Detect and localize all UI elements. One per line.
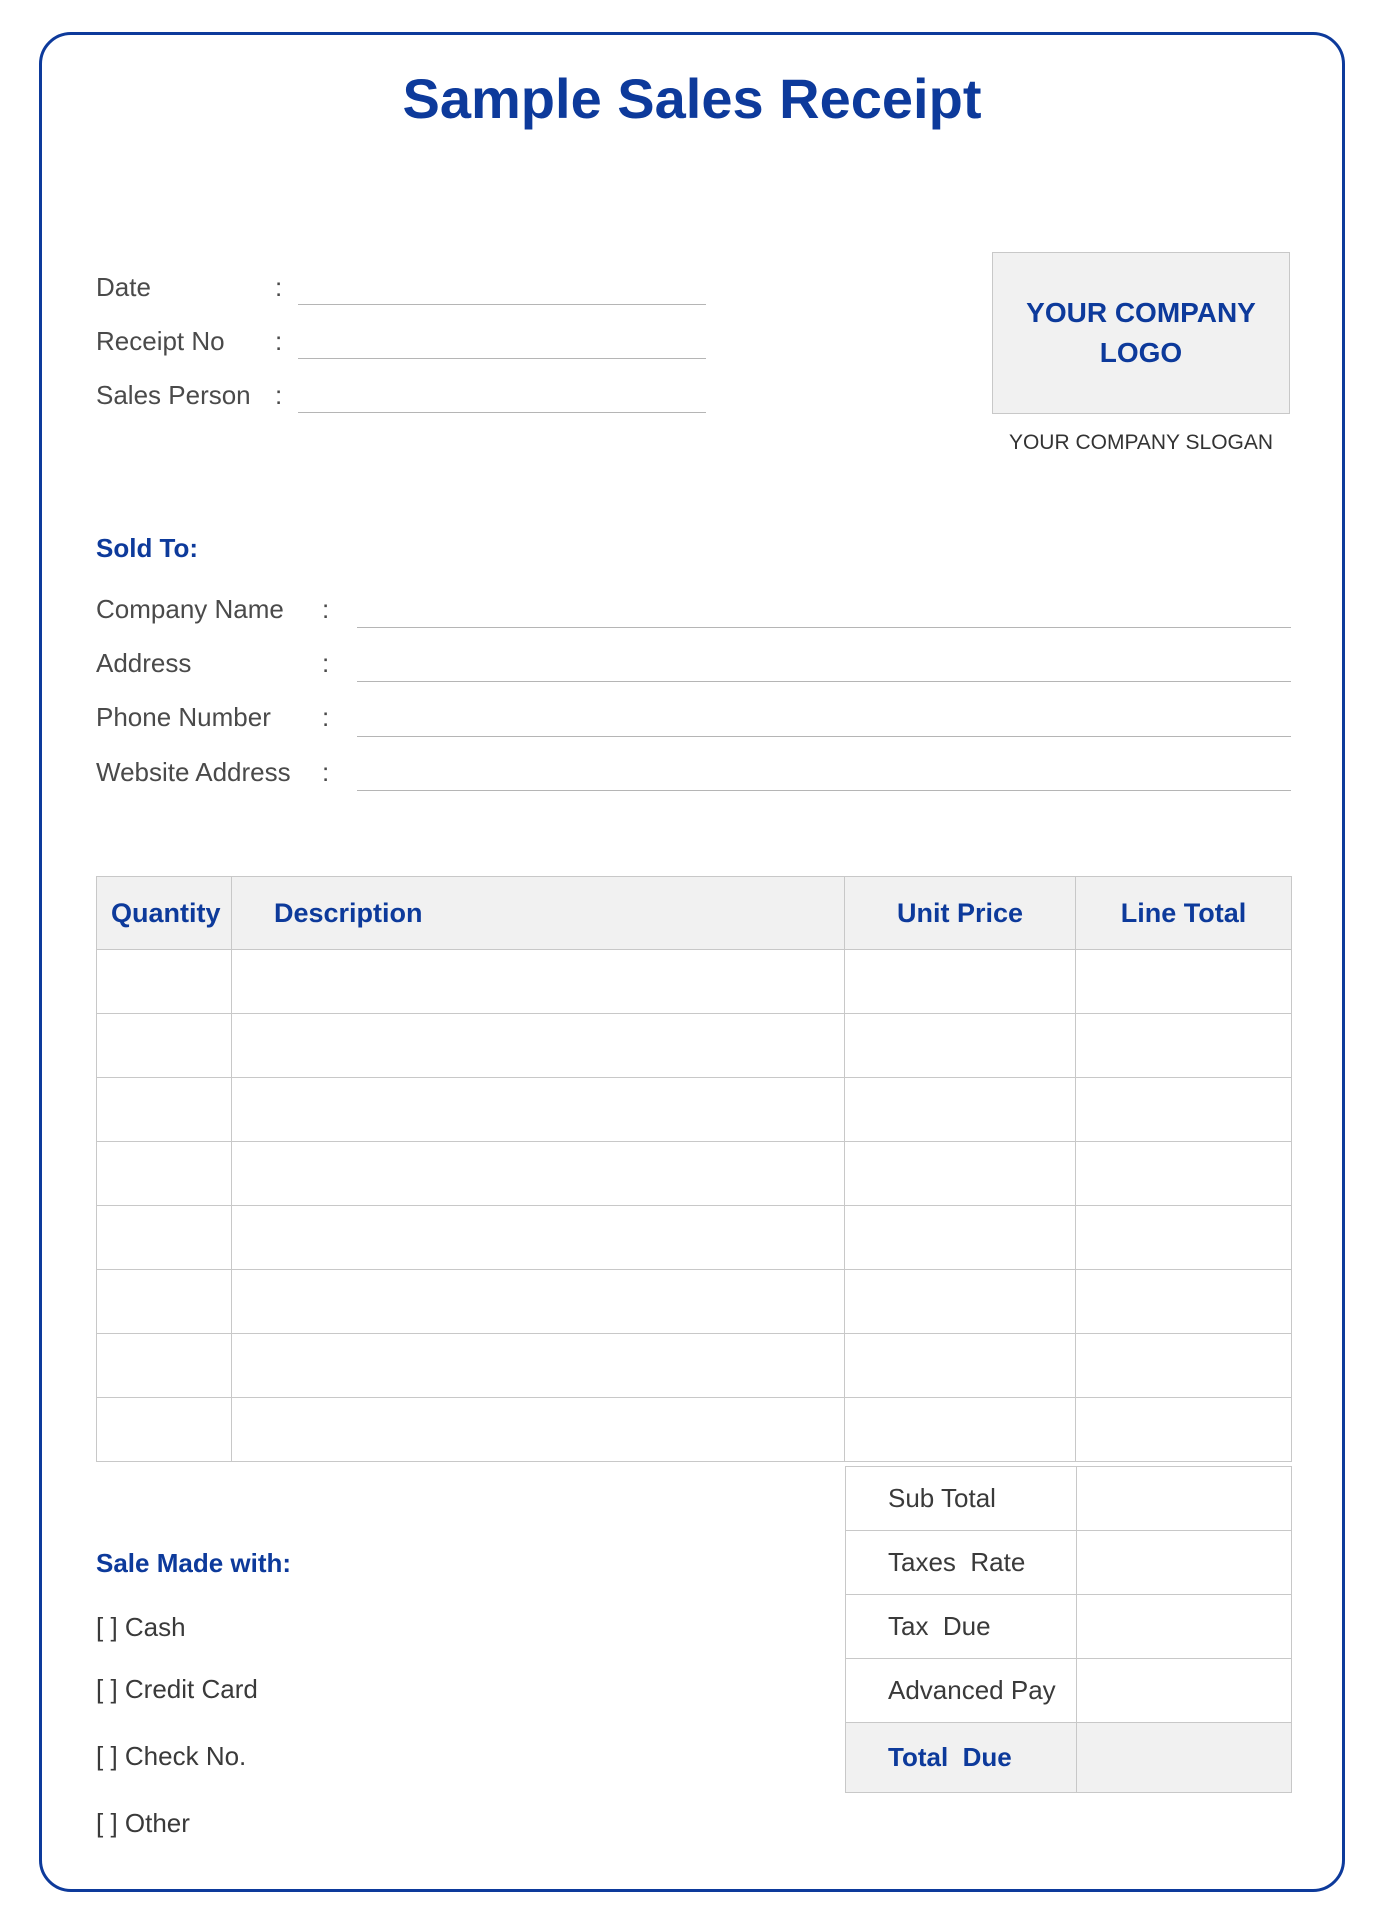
- company-logo-placeholder: [992, 252, 1290, 414]
- unit-price-cell[interactable]: [845, 1142, 1076, 1206]
- description-cell[interactable]: [232, 1398, 845, 1462]
- table-row: [97, 1014, 1292, 1078]
- unit-price-cell[interactable]: [845, 1334, 1076, 1398]
- totals-table: [845, 1466, 1292, 1793]
- taxes-rate-row: [846, 1531, 1292, 1595]
- quantity-cell[interactable]: [97, 1142, 232, 1206]
- line-total-cell[interactable]: [1076, 1270, 1292, 1334]
- table-row: [97, 1334, 1292, 1398]
- quantity-cell[interactable]: [97, 1014, 232, 1078]
- description-cell[interactable]: [232, 1206, 845, 1270]
- sales-person-field[interactable]: [298, 412, 706, 413]
- date-colon: :: [275, 272, 283, 302]
- description-cell[interactable]: [232, 1270, 845, 1334]
- description-cell[interactable]: [232, 1014, 845, 1078]
- tax-due-label: Tax Due: [846, 1595, 1077, 1659]
- table-header-row: [97, 877, 1292, 950]
- line-total-cell[interactable]: [1076, 1142, 1292, 1206]
- unit-price-cell[interactable]: [845, 1014, 1076, 1078]
- quantity-cell[interactable]: [97, 950, 232, 1014]
- quantity-header: Quantity: [97, 877, 232, 950]
- company-name-label: Company Name: [96, 594, 284, 624]
- website-address-field[interactable]: [357, 790, 1291, 791]
- line-total-cell[interactable]: [1076, 1398, 1292, 1462]
- table-row: [97, 1142, 1292, 1206]
- line-total-cell[interactable]: [1076, 1334, 1292, 1398]
- company-logo-text: YOUR COMPANY LOGO: [1026, 297, 1256, 368]
- subtotal-row: [846, 1467, 1292, 1531]
- total-due-row: [846, 1723, 1292, 1793]
- receipt-no-field[interactable]: [298, 358, 706, 359]
- phone-number-colon: :: [322, 702, 330, 732]
- subtotal-label: Sub Total: [846, 1467, 1077, 1531]
- unit-price-cell[interactable]: [845, 950, 1076, 1014]
- quantity-cell[interactable]: [97, 1334, 232, 1398]
- total-due-label: Total Due: [846, 1723, 1077, 1793]
- taxes-rate-value[interactable]: [1077, 1531, 1292, 1595]
- subtotal-value[interactable]: [1077, 1467, 1292, 1531]
- taxes-rate-label: Taxes Rate: [846, 1531, 1077, 1595]
- address-colon: :: [322, 648, 330, 678]
- line-items-table: [96, 876, 1292, 1462]
- table-row: [97, 1398, 1292, 1462]
- company-name-field[interactable]: [357, 627, 1291, 628]
- table-row: [97, 1078, 1292, 1142]
- payment-option-cash[interactable]: [ ] Cash: [96, 1612, 186, 1642]
- sales-person-label: Sales Person: [96, 380, 251, 410]
- line-total-cell[interactable]: [1076, 1206, 1292, 1270]
- date-label: Date: [96, 272, 151, 302]
- sales-person-colon: :: [275, 380, 283, 410]
- advanced-pay-row: [846, 1659, 1292, 1723]
- company-name-colon: :: [322, 594, 330, 624]
- description-cell[interactable]: [232, 1334, 845, 1398]
- table-row: [97, 950, 1292, 1014]
- payment-option-credit-card[interactable]: [ ] Credit Card: [96, 1674, 258, 1704]
- phone-number-field[interactable]: [357, 736, 1291, 737]
- company-slogan: YOUR COMPANY SLOGAN: [1008, 431, 1274, 454]
- quantity-cell[interactable]: [97, 1398, 232, 1462]
- unit-price-cell[interactable]: [845, 1078, 1076, 1142]
- page-title: Sample Sales Receipt: [402, 67, 982, 130]
- address-field[interactable]: [357, 681, 1291, 682]
- website-address-colon: :: [322, 757, 330, 787]
- payment-option-check[interactable]: [ ] Check No.: [96, 1741, 247, 1771]
- address-label: Address: [96, 648, 192, 678]
- tax-due-value[interactable]: [1077, 1595, 1292, 1659]
- tax-due-row: [846, 1595, 1292, 1659]
- sale-made-with-heading: Sale Made with:: [96, 1548, 292, 1578]
- unit-price-header: Unit Price: [845, 877, 1076, 950]
- unit-price-cell[interactable]: [845, 1206, 1076, 1270]
- receipt-no-label: Receipt No: [96, 326, 225, 356]
- line-total-cell[interactable]: [1076, 1078, 1292, 1142]
- website-address-label: Website Address: [96, 757, 291, 787]
- total-due-value[interactable]: [1077, 1723, 1292, 1793]
- phone-number-label: Phone Number: [96, 702, 271, 732]
- sold-to-heading: Sold To:: [96, 533, 199, 563]
- line-total-header: Line Total: [1076, 877, 1292, 950]
- table-row: [97, 1270, 1292, 1334]
- payment-option-other[interactable]: [ ] Other: [96, 1808, 190, 1838]
- unit-price-cell[interactable]: [845, 1398, 1076, 1462]
- unit-price-cell[interactable]: [845, 1270, 1076, 1334]
- quantity-cell[interactable]: [97, 1206, 232, 1270]
- description-header: Description: [232, 877, 845, 950]
- description-cell[interactable]: [232, 950, 845, 1014]
- line-total-cell[interactable]: [1076, 950, 1292, 1014]
- advanced-pay-value[interactable]: [1077, 1659, 1292, 1723]
- description-cell[interactable]: [232, 1078, 845, 1142]
- quantity-cell[interactable]: [97, 1078, 232, 1142]
- quantity-cell[interactable]: [97, 1270, 232, 1334]
- line-total-cell[interactable]: [1076, 1014, 1292, 1078]
- advanced-pay-label: Advanced Pay: [846, 1659, 1077, 1723]
- receipt-no-colon: :: [275, 326, 283, 356]
- description-cell[interactable]: [232, 1142, 845, 1206]
- date-field[interactable]: [298, 304, 706, 305]
- table-row: [97, 1206, 1292, 1270]
